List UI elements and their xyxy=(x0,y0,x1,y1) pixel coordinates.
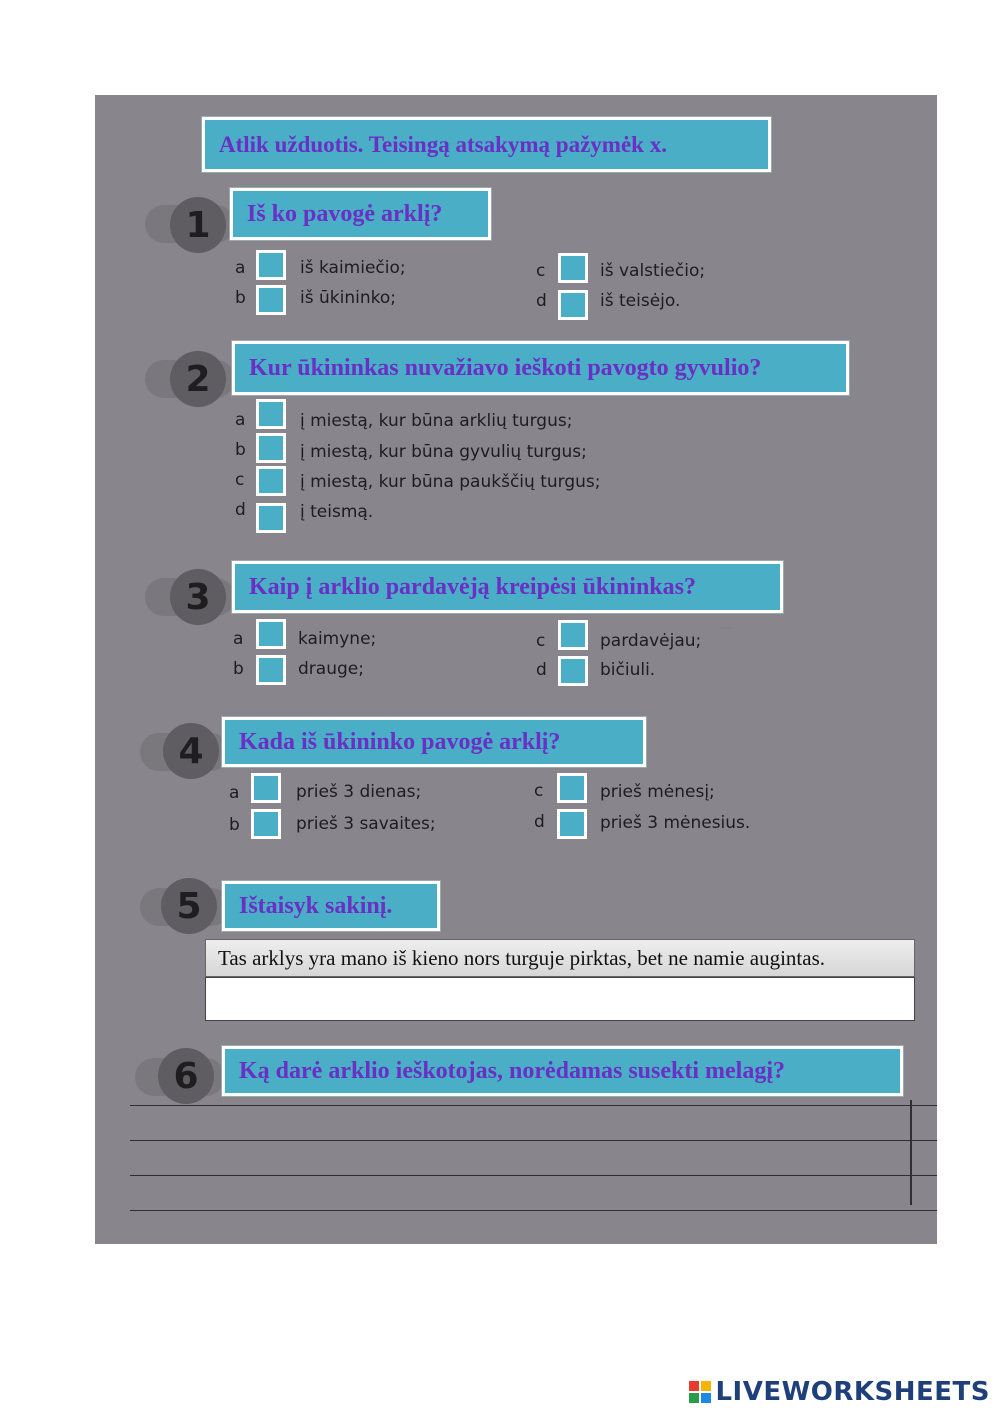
option-text: bičiuli. xyxy=(600,660,656,680)
background-print: — xyxy=(720,620,734,636)
sentence-to-correct: Tas arklys yra mano iš kieno nors turguje pirktas, bet ne namie augintas. xyxy=(205,939,915,977)
checkbox-q4-c[interactable] xyxy=(557,773,587,803)
margin-line xyxy=(910,1100,912,1205)
checkbox-q1-a[interactable] xyxy=(256,250,286,280)
liveworksheets-logo xyxy=(689,1377,990,1407)
writing-line xyxy=(130,1210,937,1211)
option-letter: d xyxy=(536,660,547,680)
question-5-title: Ištaisyk sakinį. xyxy=(222,881,440,931)
checkbox-q4-b[interactable] xyxy=(251,809,281,839)
option-text: į miestą, kur būna paukščių turgus; xyxy=(300,472,601,492)
brand-name: LIVEWORKSHEETS xyxy=(715,1377,990,1407)
checkbox-q2-c[interactable] xyxy=(256,466,286,496)
option-text: prieš 3 savaites; xyxy=(296,814,436,834)
question-number-2: 2 xyxy=(170,351,226,407)
checkbox-q3-a[interactable] xyxy=(256,619,286,649)
option-text: prieš mėnesį; xyxy=(600,782,715,802)
option-letter: b xyxy=(229,815,240,835)
option-letter: c xyxy=(235,470,245,490)
option-text: iš ūkininko; xyxy=(300,288,396,308)
question-3-title: Kaip į arklio pardavėją kreipėsi ūkininkas? xyxy=(232,561,783,613)
answer-text-field[interactable] xyxy=(205,977,915,1021)
option-letter: a xyxy=(233,629,244,649)
question-4-title: Kada iš ūkininko pavogė arklį? xyxy=(222,717,646,767)
option-letter: c xyxy=(536,261,546,281)
checkbox-q3-d[interactable] xyxy=(558,656,588,686)
checkbox-q1-d[interactable] xyxy=(558,290,588,320)
checkbox-q3-b[interactable] xyxy=(256,655,286,685)
option-letter: d xyxy=(235,500,246,520)
checkbox-q1-c[interactable] xyxy=(558,253,588,283)
option-text: į miestą, kur būna gyvulių turgus; xyxy=(300,442,587,462)
option-text: į teismą. xyxy=(300,502,374,522)
checkbox-q1-b[interactable] xyxy=(256,285,286,315)
option-text: prieš 3 mėnesius. xyxy=(600,813,751,833)
question-number-5: 5 xyxy=(161,878,217,934)
option-letter: b xyxy=(233,659,244,679)
option-letter: d xyxy=(536,291,547,311)
checkbox-q3-c[interactable] xyxy=(558,620,588,650)
option-text: prieš 3 dienas; xyxy=(296,782,422,802)
option-letter: b xyxy=(235,288,246,308)
option-text: iš kaimiečio; xyxy=(300,258,406,278)
checkbox-q2-b[interactable] xyxy=(256,433,286,463)
question-number-4: 4 xyxy=(163,723,219,779)
option-letter: a xyxy=(235,410,246,430)
instruction-banner xyxy=(202,117,771,172)
checkbox-q2-d[interactable] xyxy=(256,503,286,533)
option-letter: b xyxy=(235,440,246,460)
checkbox-q4-d[interactable] xyxy=(557,809,587,839)
option-letter: a xyxy=(235,258,246,278)
option-text: iš valstiečio; xyxy=(600,261,706,281)
option-text: į miestą, kur būna arklių turgus; xyxy=(300,411,573,431)
checkbox-q4-a[interactable] xyxy=(251,773,281,803)
writing-line xyxy=(130,1175,937,1176)
option-letter: a xyxy=(229,783,240,803)
question-number-6: 6 xyxy=(158,1048,214,1104)
checkbox-q2-a[interactable] xyxy=(256,399,286,429)
option-text: iš teisėjo. xyxy=(600,291,681,311)
question-number-1: 1 xyxy=(170,197,226,253)
question-number-3: 3 xyxy=(170,569,226,625)
option-letter: d xyxy=(534,812,545,832)
option-text: drauge; xyxy=(298,659,364,679)
question-1-title: Iš ko pavogė arklį? xyxy=(230,188,491,240)
instruction-text: Atlik užduotis. Teisingą atsakymą pažymėk x. xyxy=(219,131,667,157)
option-letter: c xyxy=(534,781,544,801)
question-2-title: Kur ūkininkas nuvažiavo ieškoti pavogto gyvulio? xyxy=(232,341,849,395)
option-letter: c xyxy=(536,631,546,651)
brand-logo-icon xyxy=(689,1381,711,1403)
writing-line xyxy=(130,1140,937,1141)
writing-line xyxy=(130,1105,937,1106)
option-text: pardavėjau; xyxy=(600,631,702,651)
question-6-title: Ką darė arklio ieškotojas, norėdamas susekti melagį? xyxy=(222,1046,903,1096)
option-text: kaimyne; xyxy=(298,629,377,649)
